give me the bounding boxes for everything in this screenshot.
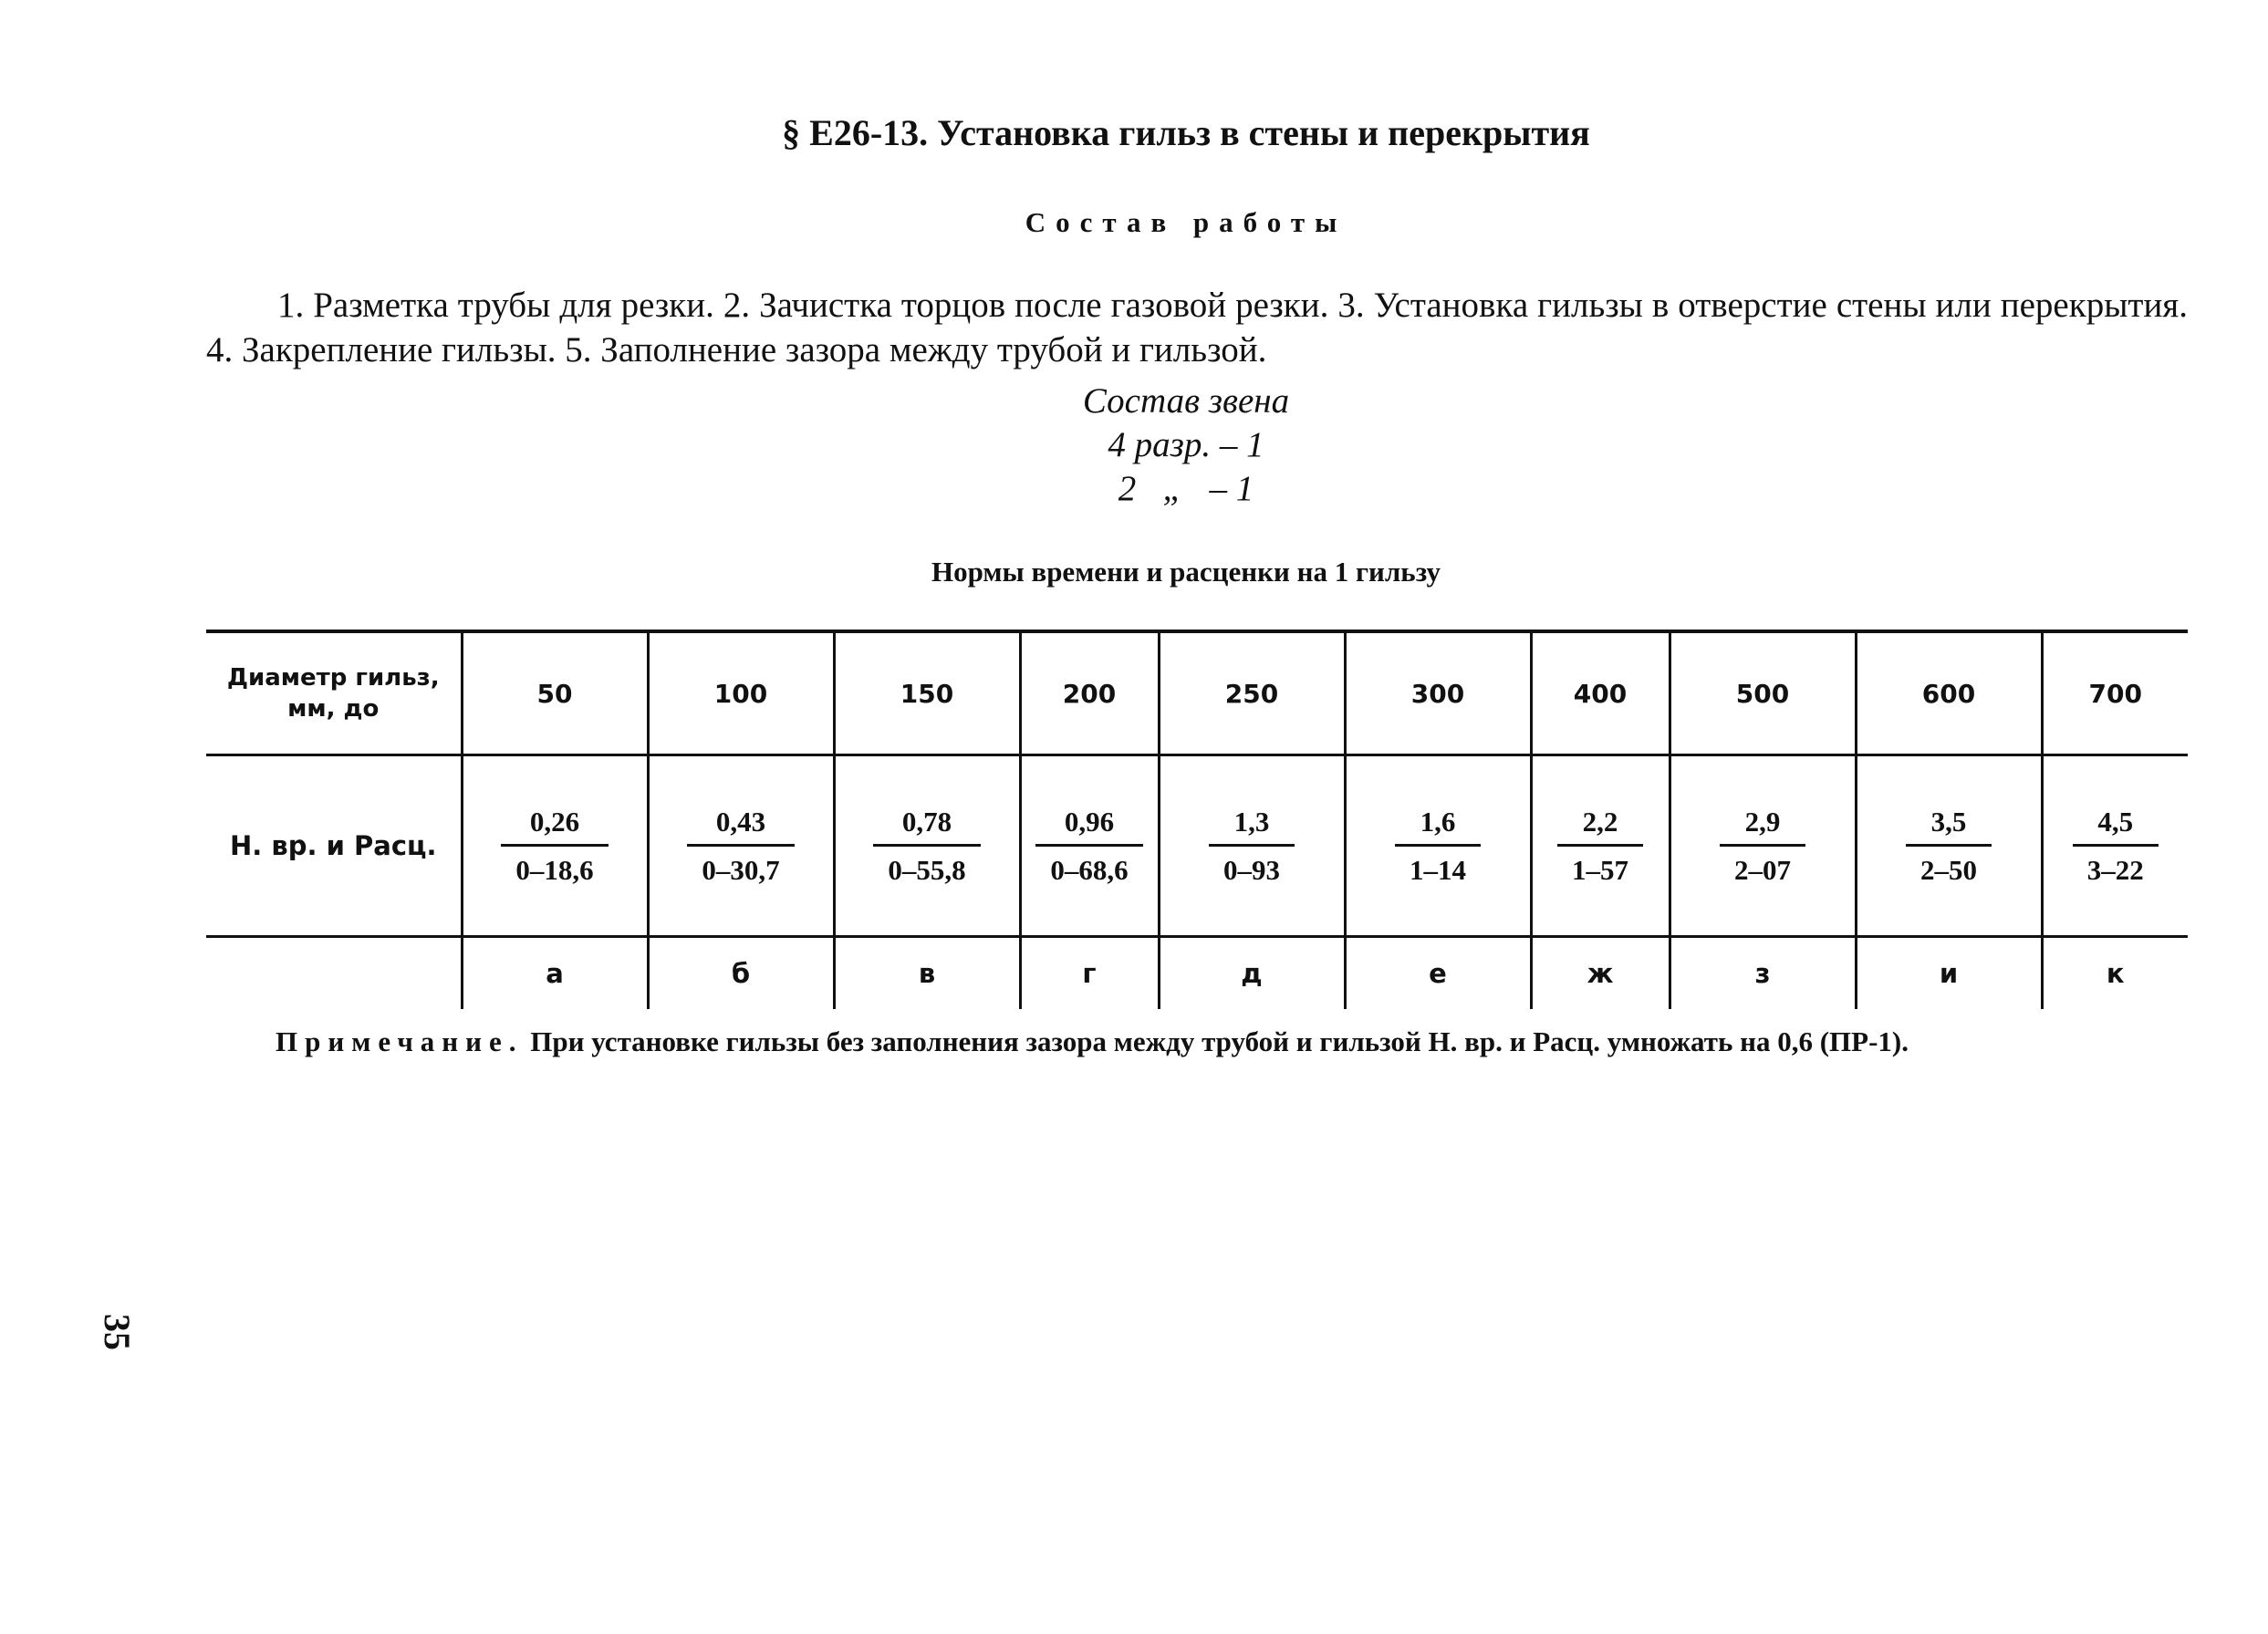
value-cell [1531, 755, 1670, 937]
price: 2–50 [1920, 853, 1977, 886]
fraction [687, 806, 794, 887]
time-norm: 3,5 [1906, 806, 1992, 847]
empty-cell [206, 937, 462, 1010]
value-cell [462, 755, 648, 937]
fraction [873, 806, 980, 887]
diameter-cell: 50 [462, 631, 648, 755]
crew-line-2: 2 „ – 1 [1118, 469, 1254, 508]
time-norm: 0,96 [1035, 806, 1142, 847]
time-norm: 0,78 [873, 806, 980, 847]
price: 0–18,6 [515, 853, 594, 886]
letter-cell: е [1345, 937, 1531, 1010]
value-cell [648, 755, 834, 937]
time-norm: 1,3 [1209, 806, 1295, 847]
price: 1–57 [1572, 853, 1628, 886]
price: 0–93 [1223, 853, 1280, 886]
diameter-cell: 500 [1670, 631, 1856, 755]
fraction [2073, 806, 2159, 887]
value-cell [834, 755, 1020, 937]
letter-cell: к [2042, 937, 2188, 1010]
note-label: Примечание. [276, 1025, 524, 1057]
crew-line-1: 4 разр. – 1 [1108, 425, 1264, 464]
letter-cell: а [462, 937, 648, 1010]
time-norm: 2,9 [1720, 806, 1805, 847]
note [276, 1025, 1909, 1058]
fraction [1720, 806, 1805, 887]
work-composition-text: 1. Разметка трубы для резки. 2. Зачистка торцов после газовой резки. 3. Установка гильзы в отверстие стены или перекрытия. 4. Закрепление гильзы. 5. Заполнение зазора между трубой и гильзой. [206, 286, 2188, 369]
value-cell [2042, 755, 2188, 937]
crew-composition [0, 380, 2268, 511]
note-text: При установке гильзы без заполнения зазора между трубой и гильзой Н. вр. и Расц. умножать на 0,6 (ПР-1). [523, 1025, 1909, 1057]
time-norm: 2,2 [1557, 806, 1643, 847]
value-cell [1856, 755, 2042, 937]
diameter-cell: 100 [648, 631, 834, 755]
fraction [1906, 806, 1992, 887]
price: 2–07 [1734, 853, 1791, 886]
norms-table [206, 630, 2188, 1009]
fraction [1035, 806, 1142, 887]
table-letter-row [206, 937, 2188, 1010]
fraction [501, 806, 608, 887]
diameter-cell: 400 [1531, 631, 1670, 755]
work-composition-heading: Состав работы [1025, 206, 1347, 238]
diameter-cell: 200 [1020, 631, 1159, 755]
price: 0–30,7 [702, 853, 780, 886]
time-norm: 0,26 [501, 806, 608, 847]
row-label: Н. вр. и Расц. [206, 755, 462, 937]
value-cell [1020, 755, 1159, 937]
table-value-row [206, 755, 2188, 937]
diameter-cell: 700 [2042, 631, 2188, 755]
time-norm: 4,5 [2073, 806, 2159, 847]
time-norm: 1,6 [1395, 806, 1481, 847]
header-label: Диаметр гильз, мм, до [206, 631, 462, 755]
diameter-cell: 300 [1345, 631, 1531, 755]
letter-cell: з [1670, 937, 1856, 1010]
section-title: § Е26-13. Установка гильз в стены и перекрытия [782, 112, 1590, 153]
fraction [1209, 806, 1295, 887]
fraction [1557, 806, 1643, 887]
letter-cell: ж [1531, 937, 1670, 1010]
price: 3–22 [2086, 853, 2144, 886]
letter-cell: в [834, 937, 1020, 1010]
price: 0–68,6 [1050, 853, 1129, 886]
price: 0–55,8 [888, 853, 966, 886]
letter-cell: и [1856, 937, 2042, 1010]
letter-cell: б [648, 937, 834, 1010]
price: 1–14 [1410, 853, 1466, 886]
time-norm: 0,43 [687, 806, 794, 847]
crew-heading: Состав звена [1082, 381, 1290, 421]
value-cell [1345, 755, 1531, 937]
value-cell [1159, 755, 1345, 937]
fraction [1395, 806, 1481, 887]
letter-cell: д [1159, 937, 1345, 1010]
table-header-row [206, 631, 2188, 755]
diameter-cell: 600 [1856, 631, 2042, 755]
table-caption: Нормы времени и расценки на 1 гильзу [931, 556, 1441, 588]
page-number: 35 [97, 1314, 138, 1350]
value-cell [1670, 755, 1856, 937]
diameter-cell: 250 [1159, 631, 1345, 755]
diameter-cell: 150 [834, 631, 1020, 755]
letter-cell: г [1020, 937, 1159, 1010]
